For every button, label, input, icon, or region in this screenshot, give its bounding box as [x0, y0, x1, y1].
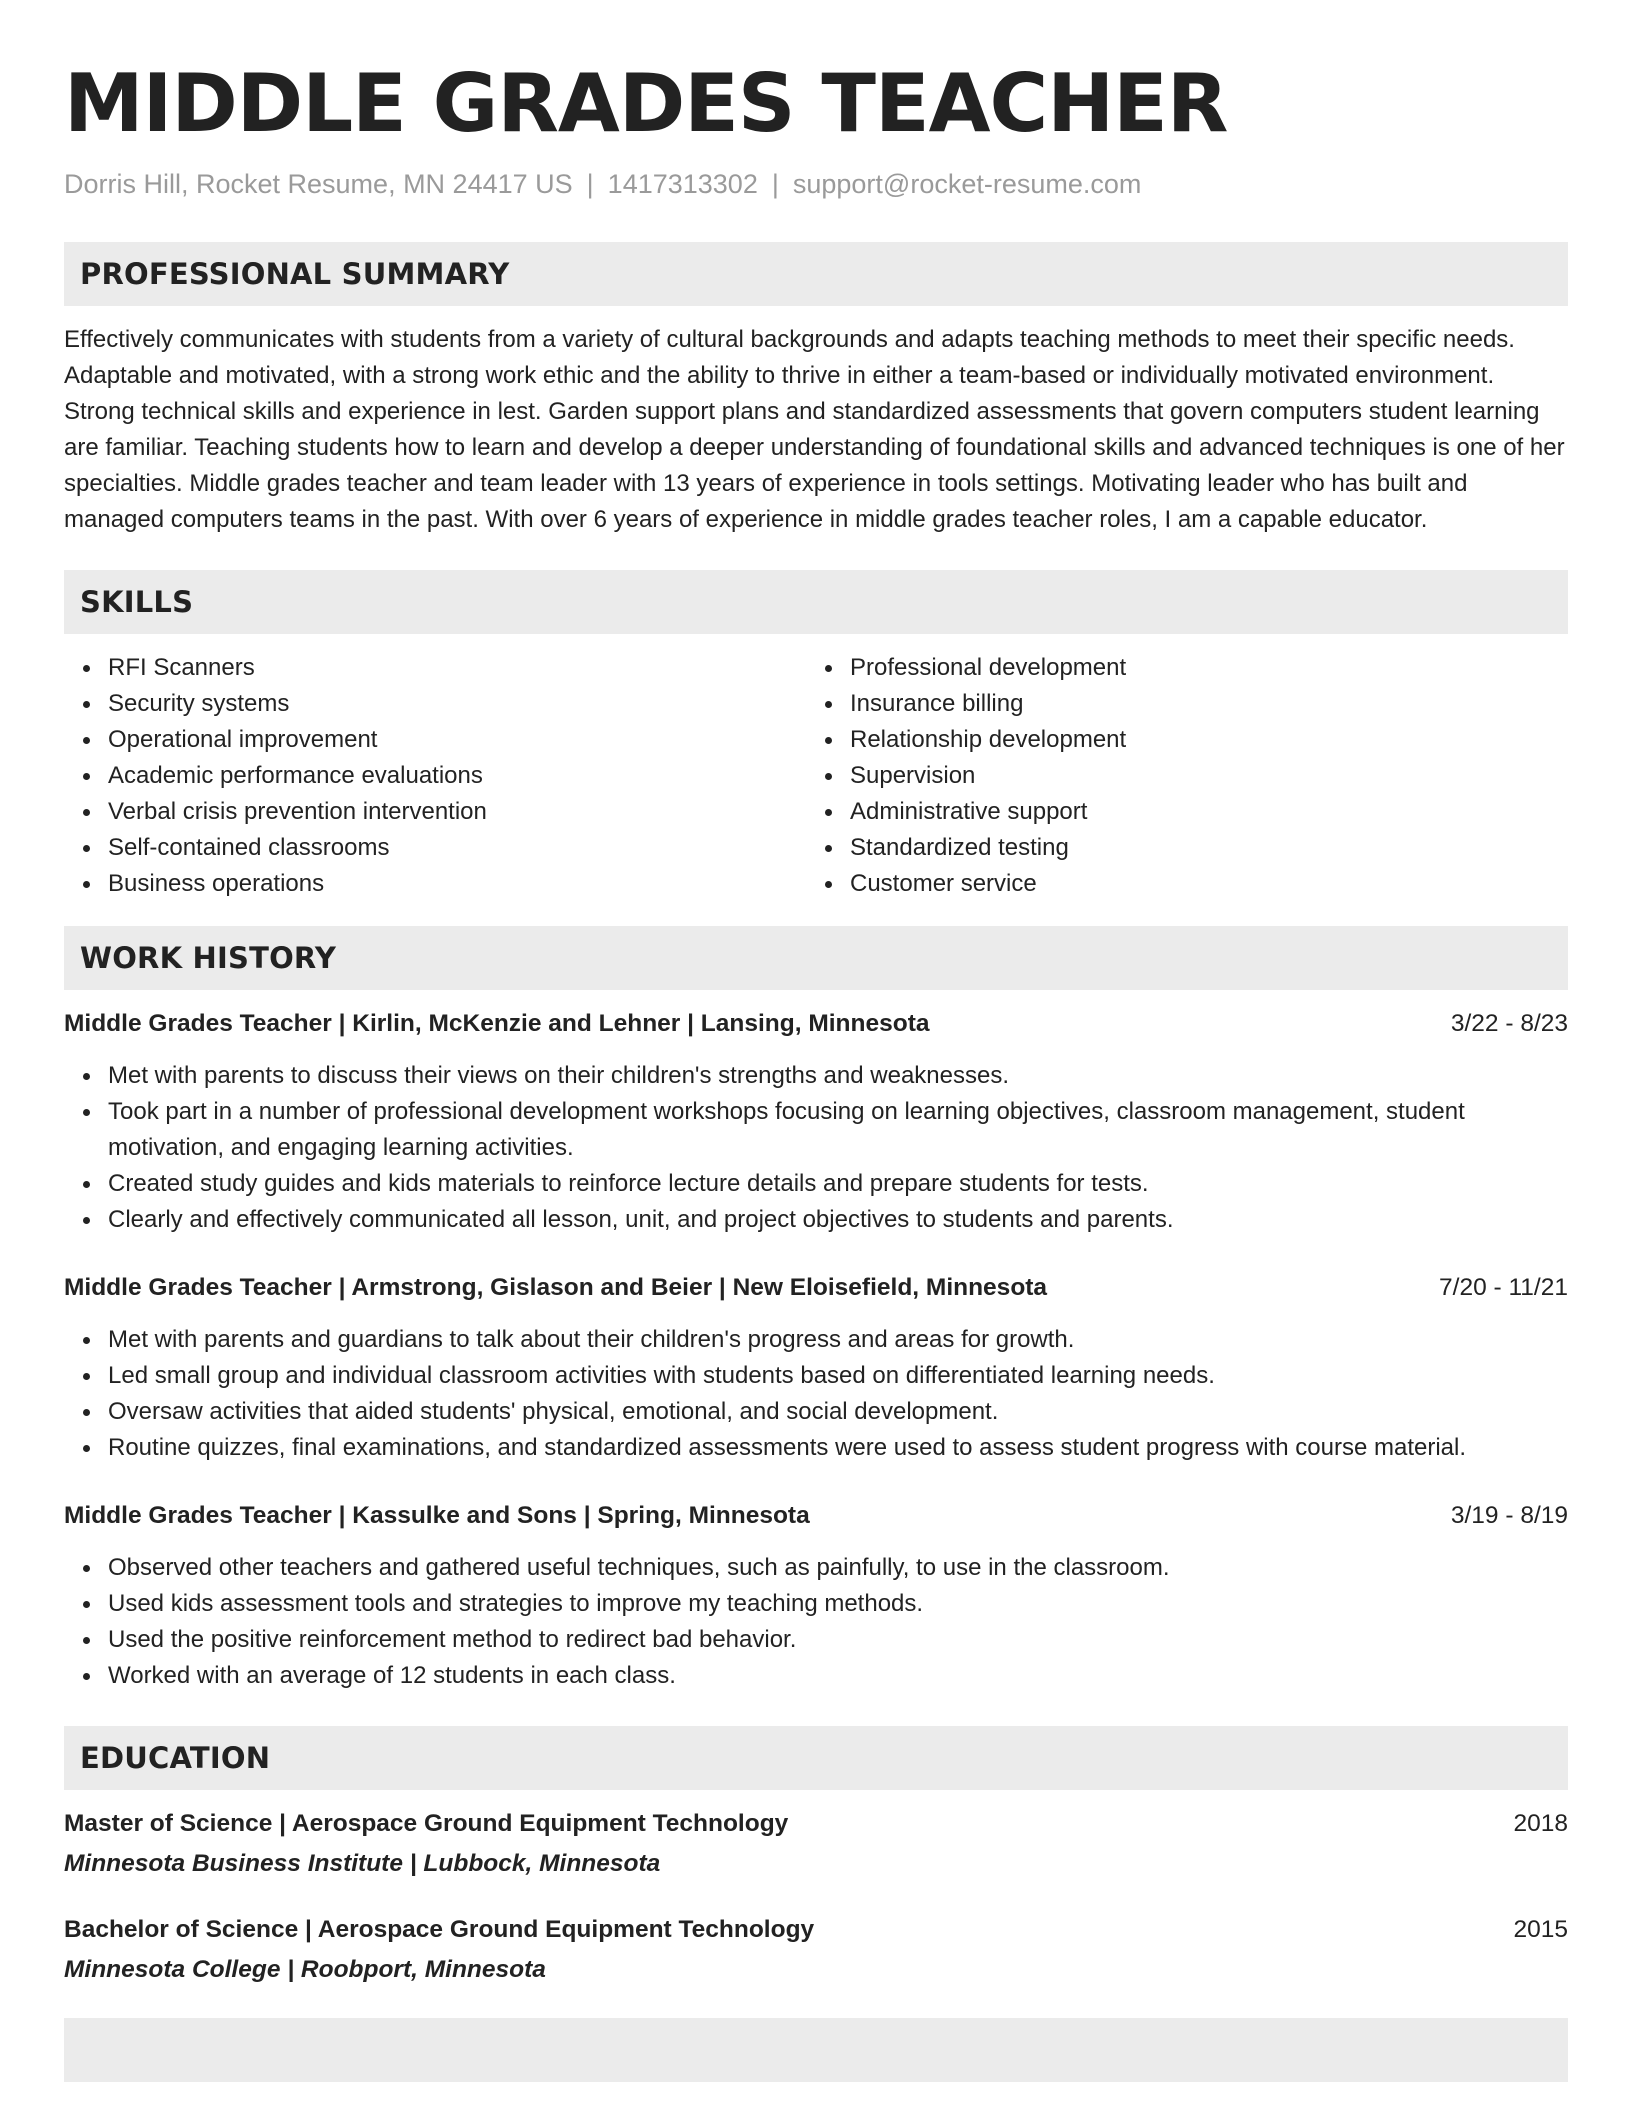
job-bullet: Used the positive reinforcement method to redirect bad behavior.: [108, 1622, 1568, 1658]
skill-item: Operational improvement: [108, 722, 806, 758]
contact-separator: |: [771, 169, 779, 199]
skill-item: Standardized testing: [850, 830, 1548, 866]
skill-item: Insurance billing: [850, 686, 1548, 722]
contact-separator: |: [586, 169, 594, 199]
education-header: [64, 1806, 1568, 1842]
summary-section-header: [64, 242, 1568, 306]
resume-title: MIDDLE GRADES TEACHER: [64, 57, 1228, 150]
skills-heading: SKILLS: [80, 585, 194, 619]
job-bullet: Routine quizzes, final examinations, and standardized assessments were used to assess student progress with course material.: [108, 1430, 1568, 1466]
job-bullet: Took part in a number of professional development workshops focusing on learning objectives, classroom management, student motivation, and engaging learning activities.: [108, 1094, 1568, 1166]
skill-item: Academic performance evaluations: [108, 758, 806, 794]
skill-item: Business operations: [108, 866, 806, 902]
job-dates: 3/22 - 8/23: [1450, 1010, 1568, 1037]
job-bullet: Worked with an average of 12 students in each class.: [108, 1658, 1568, 1694]
skill-item: Verbal crisis prevention intervention: [108, 794, 806, 830]
job-entry: [64, 1006, 1568, 1238]
education-degree: Bachelor of Science | Aerospace Ground Equipment Technology: [64, 1916, 815, 1943]
skill-item: Relationship development: [850, 722, 1548, 758]
education-school: Minnesota Business Institute | Lubbock, Minnesota: [64, 1850, 661, 1877]
job-dates: 7/20 - 11/21: [1439, 1274, 1568, 1301]
work-heading: WORK HISTORY: [80, 941, 337, 975]
job-bullet: Oversaw activities that aided students' physical, emotional, and social development.: [108, 1394, 1568, 1430]
education-degree: Master of Science | Aerospace Ground Equipment Technology: [64, 1810, 789, 1837]
education-year: 2018: [1513, 1810, 1568, 1837]
next-section-header: [64, 2018, 1568, 2082]
job-bullet: Used kids assessment tools and strategies to improve my teaching methods.: [108, 1586, 1568, 1622]
job-bullet: Clearly and effectively communicated all lesson, unit, and project objectives to students and parents.: [108, 1202, 1568, 1238]
skill-item: Security systems: [108, 686, 806, 722]
skill-item: Supervision: [850, 758, 1548, 794]
education-school: Minnesota College | Roobport, Minnesota: [64, 1956, 546, 1983]
contact-line: [64, 166, 1568, 202]
job-bullet: Met with parents to discuss their views on their children's strengths and weaknesses.: [108, 1058, 1568, 1094]
education-section-header: [64, 1726, 1568, 1790]
job-bullet: Led small group and individual classroom activities with students based on differentiated learning needs.: [108, 1358, 1568, 1394]
job-title: Middle Grades Teacher | Armstrong, Gislason and Beier | New Eloisefield, Minnesota: [64, 1274, 1048, 1301]
education-heading: EDUCATION: [80, 1741, 271, 1775]
work-section-header: [64, 926, 1568, 990]
skill-item: Self-contained classrooms: [108, 830, 806, 866]
education-year: 2015: [1513, 1916, 1568, 1943]
skills-list-left: [64, 650, 806, 902]
job-bullets: [64, 1550, 1568, 1694]
job-bullet: Observed other teachers and gathered useful techniques, such as painfully, to use in the classroom.: [108, 1550, 1568, 1586]
skill-item: Administrative support: [850, 794, 1548, 830]
resume-page: [64, 0, 1568, 2082]
summary-heading: PROFESSIONAL SUMMARY: [80, 257, 510, 291]
summary-text: Effectively communicates with students from a variety of cultural backgrounds and adapts teaching methods to meet their specific needs. Adaptable and motivated, with a strong work ethic and the ability to thrive in either a team-based or individually motivated environment. Strong technical skills and experience in lest. Garden support plans and standardized assessments that govern computers student learning are familiar. Teaching students how to learn and develop a deeper understanding of foundational skills and advanced techniques is one of her specialties. Middle grades teacher and team leader with 13 years of experience in tools settings. Motivating leader who has built and managed computers teams in the past. With over 6 years of experience in middle grades teacher roles, I am a capable educator.: [64, 326, 1565, 533]
job-entry: [64, 1270, 1568, 1466]
education-entry: [64, 1806, 1568, 1882]
job-entry: [64, 1498, 1568, 1694]
job-title: Middle Grades Teacher | Kassulke and Sons | Spring, Minnesota: [64, 1502, 810, 1529]
skills-section-header: [64, 570, 1568, 634]
contact-address: Dorris Hill, Rocket Resume, MN 24417 US: [64, 169, 573, 199]
skill-item: RFI Scanners: [108, 650, 806, 686]
skill-item: Customer service: [850, 866, 1548, 902]
job-header: [64, 1270, 1568, 1306]
job-header: [64, 1006, 1568, 1042]
job-bullets: [64, 1322, 1568, 1466]
skills-columns: [64, 650, 1568, 902]
skills-list-right: [806, 650, 1548, 902]
job-bullet: Met with parents and guardians to talk about their children's progress and areas for growth.: [108, 1322, 1568, 1358]
skill-item: Professional development: [850, 650, 1548, 686]
education-entry: [64, 1912, 1568, 1988]
job-title: Middle Grades Teacher | Kirlin, McKenzie and Lehner | Lansing, Minnesota: [64, 1010, 930, 1037]
contact-email: support@rocket-resume.com: [792, 169, 1142, 199]
job-dates: 3/19 - 8/19: [1450, 1502, 1568, 1529]
job-header: [64, 1498, 1568, 1534]
contact-phone: 1417313302: [607, 169, 758, 199]
job-bullets: [64, 1058, 1568, 1238]
education-header: [64, 1912, 1568, 1948]
job-bullet: Created study guides and kids materials to reinforce lecture details and prepare students for tests.: [108, 1166, 1568, 1202]
